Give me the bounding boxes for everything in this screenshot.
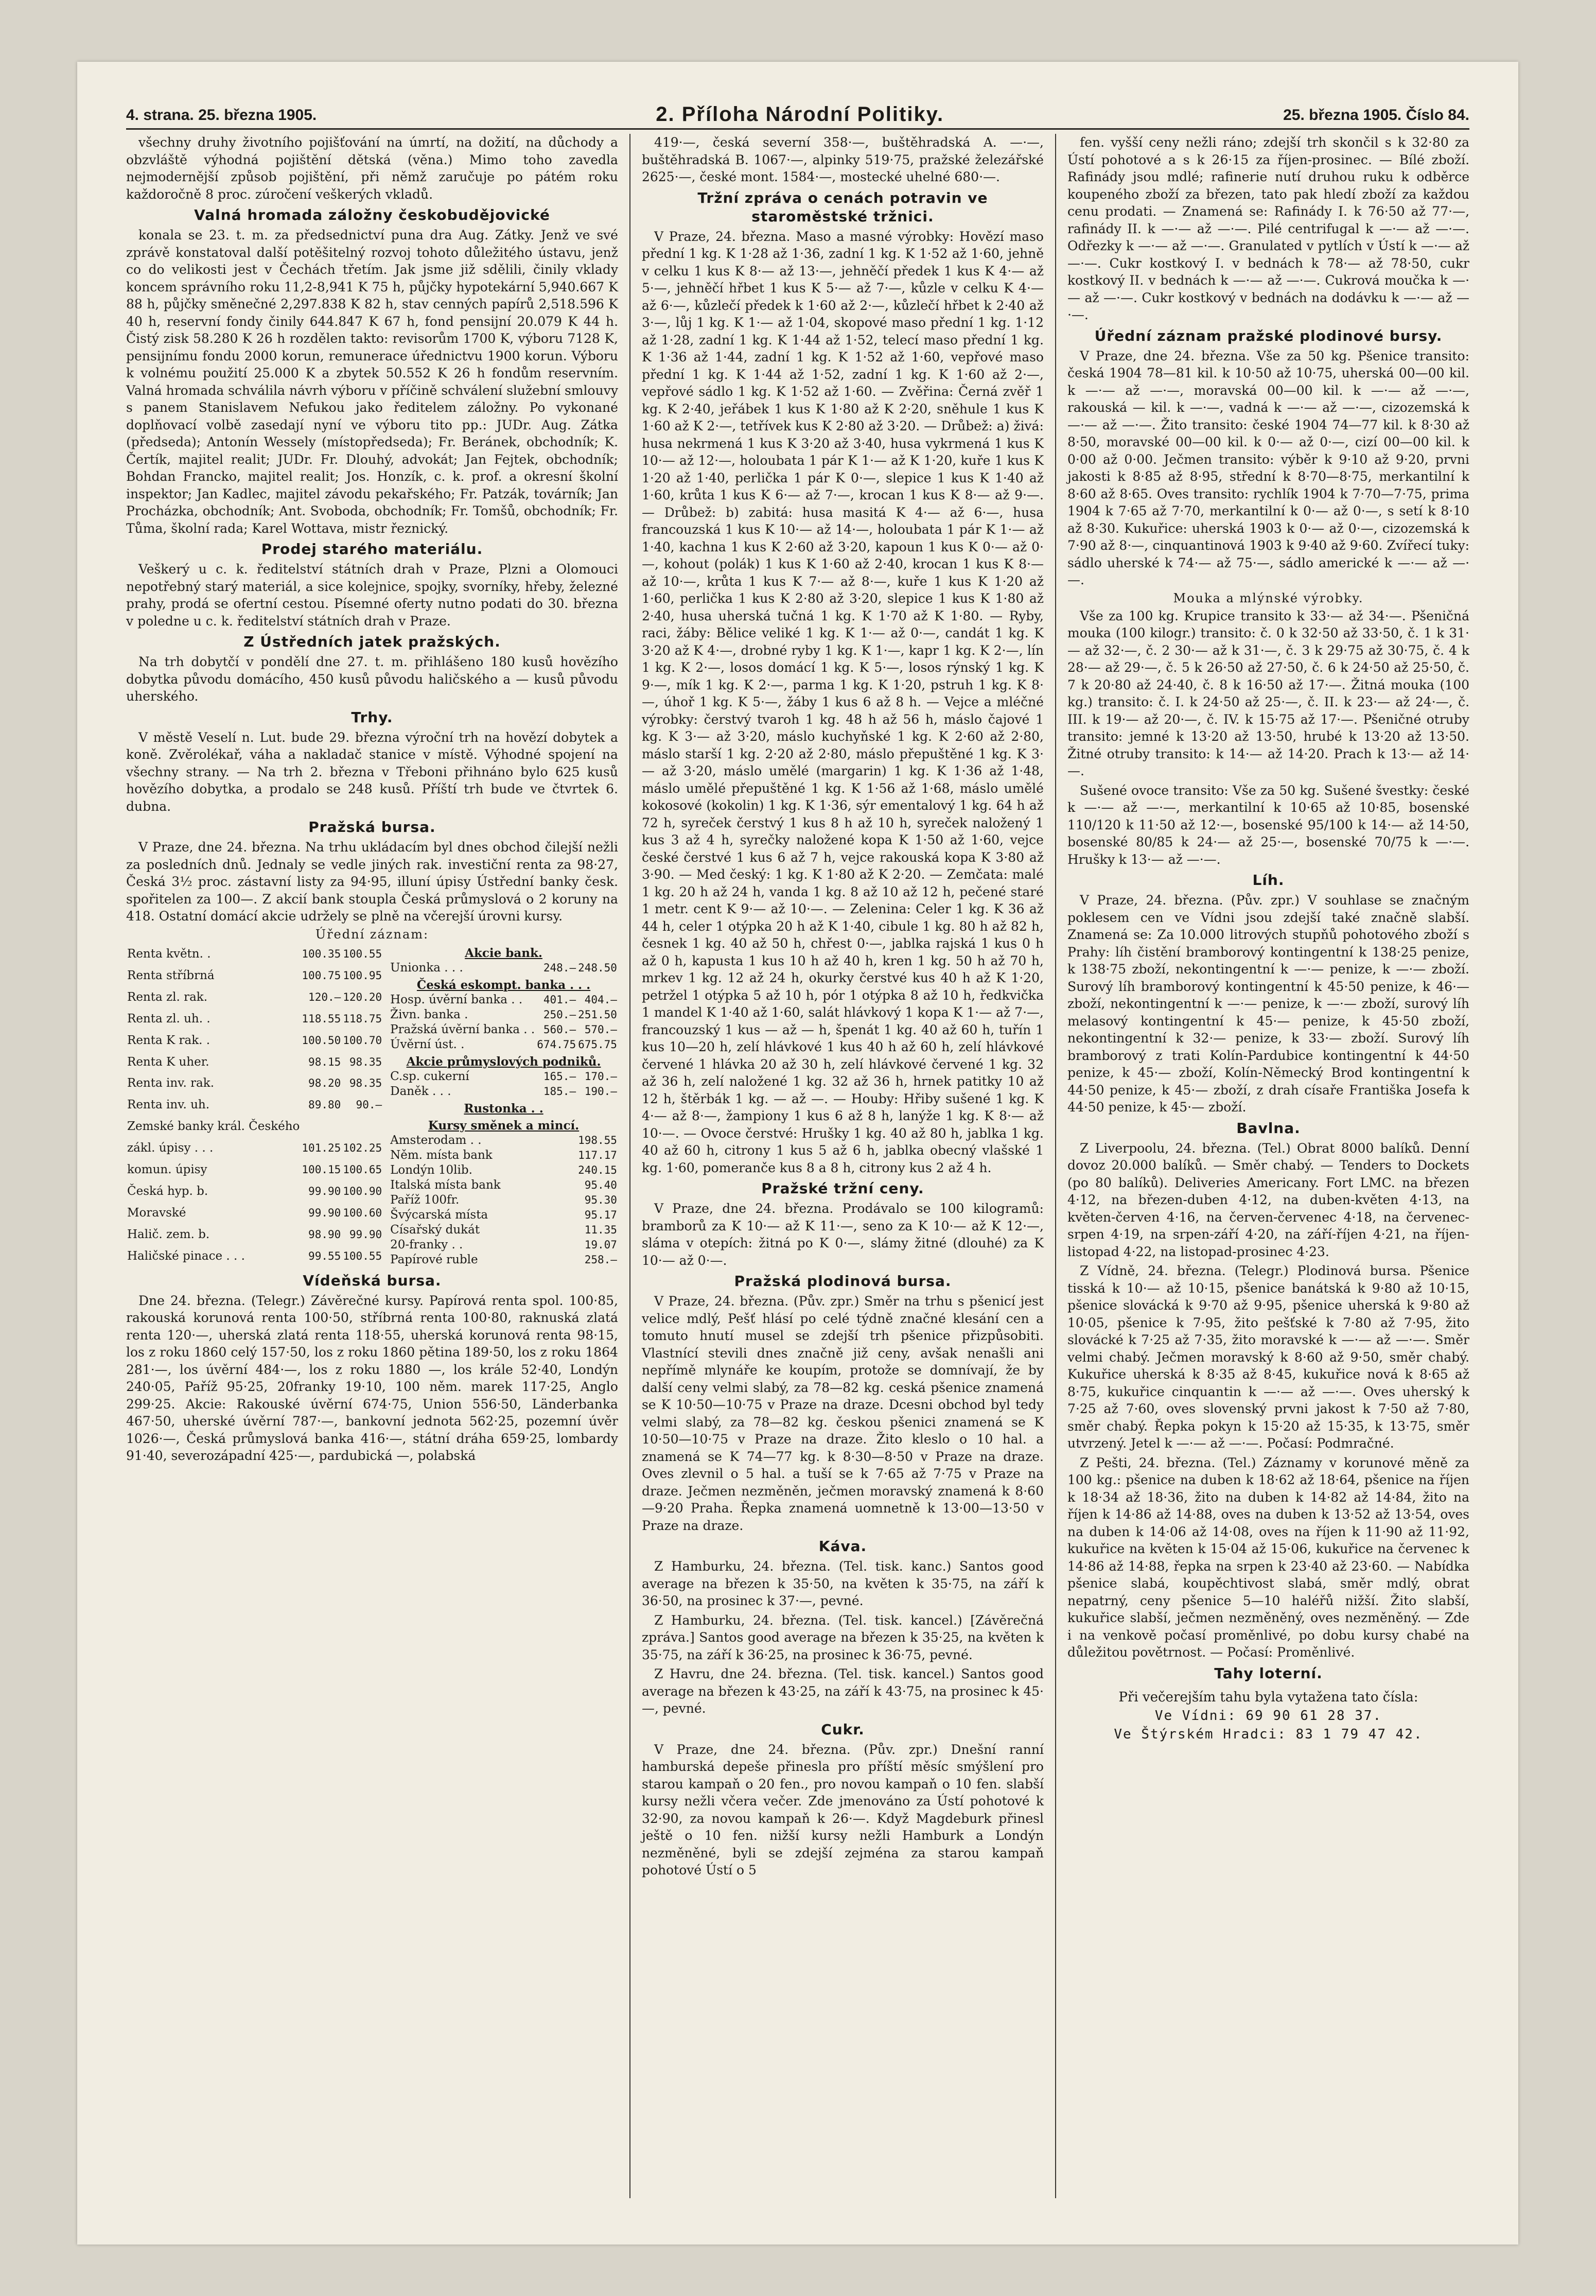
quote-label: Česká eskompt. banka . . . [416,978,591,992]
lottery-numbers: 69 90 61 28 37. [1246,1708,1382,1724]
quote-label: zákl. úpisy . . . [127,1141,214,1155]
quote-label: Akcie průmyslových podniků. [406,1054,601,1069]
article-paragraph: Sušené ovoce transito: Vše za 50 kg. Sušené švestky: české k —·— až —·—, merkantilní k 10·65 až 10·85, bosenské 110/120 k 11·50 až 12·—, bosenské 95/100 k 14·— až 14·50, bosenské 80/85 k 24·— až 25·—, bosenské 70/75 k —·—. Hrušky k 13·— až —·—. [1067,782,1470,867]
quote-value: 100.60 [343,1207,382,1220]
quote-value: 98.90 [308,1228,341,1241]
quote-row [389,961,618,976]
quote-row [126,1008,383,1030]
quote-label: Unionka . . . [390,961,463,975]
quote-value: 240.15 [578,1163,617,1176]
lottery-results [1067,1688,1469,1744]
columns [126,134,1469,2198]
quote-label: Renta K rak. . [127,1033,211,1047]
quote-row [126,944,383,965]
quote-row [389,1007,618,1022]
quotes-tables [126,944,618,1267]
article-paragraph: konala se 23. t. m. za předsednictví puna dra Aug. Zátky. Jenž ve své zprávě konstatoval další potěšitelný rozvoj tohoto důležitého ústavu, jenž co do velikosti jest v Čechách třetím. Jak jsme již sdělili, činily vklady koncem správního roku 11,2-8,941 K 75 h, půjčky hypotekární 5,940.667 K 88 h, půjčky směnečné 2,297.838 K 82 h, stav cenných papírů 2,518.596 K 40 h, reservní fondy činily 644.847 K 67 h, fond pensijní 20.079 K 44 h. Čistý zisk 58.280 K 26 h rozdělen takto: revisorům 1700 K, výboru 7128 K, pensijnímu fondu 2000 korun, remunerace úřednictvu 1900 korun. Výboru k volnému použití 25.000 K a zbytek 50.552 K 26 h fondům reservním. Valná hromada schválila návrh výboru v příčině schválení služební smlouvy s panem Stanislavem Nefukou jako ředitelem záložny. Po vykonané doplňovací volbě zasedají nyní ve výboru tito pp.: JUDr. Aug. Zátka (předseda); Antonín Wessely (místopředseda); Fr. Beránek, obchodník; K. Čertík, majitel realit; JUDr. Fr. Dlouhý, advokát; Jan Fejtek, obchodník; Bohdan Francko, majitel realit; Jos. Honzík, c. k. prof. a okresní školní inspektor; Jan Kadlec, majitel závodu pekařského; Fr. Patzák, továrník; Jan Procházka, obchodník; Ant. Svoboda, obchodník; Fr. Tomšů, obchodník; Fr. Tůma, školní rada; Karel Wottava, mistr řeznický. [126,228,618,536]
lottery-row [1067,1725,1469,1744]
quote-row [389,993,618,1007]
quote-label: C.sp. cukerní [390,1069,469,1083]
quote-row [389,1193,618,1208]
quote-value: 102.25 [343,1142,382,1155]
quote-value: 90.— [356,1099,382,1111]
lottery-row [1067,1707,1469,1725]
article-paragraph: V Praze, 24. března. (Pův. zpr.) V souhlase se značným poklesem cen ve Vídni jsou zdejší také značně slabší. Znamená se: Za 10.000 litrových stupňů pohotového zboží s Prahy: líh čistění bramborový kontingentní k 138·25 penize, k 138·75 zboží, nekontingentní k —·— penize, k —·— zboží. Surový líh bramborový kontingentní k 45·50 penize, k 46·— zboží, nekontingentní k —·— penize, k —·— zboží, surový líh melasový kontingentní k 45·— penize, k 45·50 zboží, nekontingentní k 32·— penize, k 33·— zboží. Surový líh bramborový z trati Kolín-Pardubice kontingentní k 44·50 penize, k 45·— zboží, Kolín-Německý Brod kontingentní k 44·50 penize, k 45·— zboží, z drah císaře Františka Josefa k 44·50 penize, k 45·— zboží. [1067,893,1470,1115]
quote-value: 100.50 [302,1034,341,1047]
quotes-table-left [126,944,383,1267]
lottery-place: Ve Vídni: [1154,1708,1237,1724]
quote-value: 100.70 [343,1034,382,1047]
quote-label: Švýcarská místa [390,1208,488,1222]
quote-label: komun. úpisy [127,1163,207,1177]
article-paragraph: Z Pešti, 24. března. (Tel.) Záznamy v korunové měně za 100 kg.: pšenice na duben k 18·62 až 18·64, pšenice na říjen k 18·34 až 18·36, žito na duben k 14·82 až 14·84, žito na říjen k 14·86 až 14·88, oves na duben k 13·52 až 13·54, oves na duben k 14·06 až 14·08, oves na říjen k 11·90 až 11·92, kukuřice na květen k 15·04 až 15·06, kukuřice na červenec k 14·86 až 14·88, řepka na srpen k 23·40 až 23·60. — Nabídka pšenice slabá, koupěchtivost slabá, směr mdlý, obrat nepatrný, ceny pšenice 5—10 haléřů nižší. Žito slabší, kukuřice slabší, ječmen nezměněný, oves nezměněný. — Zde i na venkově počasí proměnlivé, po dobu kursy chabé na důležitou povětrnost. — Počasí: Proměnlivé. [1067,1455,1470,1660]
quote-value: 99.90 [308,1185,341,1198]
quote-value: 100.95 [343,969,382,982]
quote-row [389,1238,618,1253]
article-paragraph: V Praze, 24. března. Maso a masné výrobky: Hovězí maso přední 1 kg. K 1·28 až 1·36, zadní 1 kg. K 1·52 až 1·60, jehně v celku 1 kus K 8·— až 13·—, jehněčí předek 1 kus K 4·— až 5·—, jehněčí hřbet 1 kus K 5·— až 7·—, kůzle v celku K 4·— až 6·—, kůzlečí předek k 1·60 až 2·—, kůzlečí hřbet k 2·40 až 3·—, lůj 1 kg. K 1·— až 1·04, skopové maso přední 1 kg. 1·12 až 1·28, zadní 1 kg. K 1·44 až 1·52, telecí maso přední 1 kg. K 1·36 až 1·44, zadní 1 kg. K 1·52 až 1·60, vepřové maso přední 1 kg. K 1·44 až 1·52, zadní 1 kg. K 1·60 až 2·—, vepřové sádlo 1 kg. K 1·52 až 1·60. — Zvěřina: Černá zvěř 1 kg. K 2·40, jeřábek 1 kus K 1·80 až K 2·20, sněhule 1 kus K 1·60 až K 2·—, tetřívek kus K 2·80 až 3·20. — Drůbež: a) živá: husa nekrmená 1 kus K 3·20 až 3·40, husa vykrmená 1 kus K 10·— až 12·—, holoubata 1 pár K 1·— až K 1·20, kuře 1 kus K 1·20 až 1·40, perlička 1 pár K 0·—, slepice 1 kus K 1·40 až 1·60, krůta 1 kus K 6·— až 7·—, krocan 1 kus K 8·— až 9·—. — Drůbež: b) zabitá: husa masitá K 4·— až 6·—, husa francouzská 1 kus K 10·— až 14·—, holoubata 1 pár K 1·— až 1·40, kachna 1 kus K 2·60 až 3·20, kapoun 1 kus K 0·— až 0·—, kohout (polák) 1 kus K 1·60 až 2·40, krocan 1 kus K 8·— až 10·—, krůta 1 kus K 7·— až 8·—, kuře 1 kus K 1·20 až 1·60, perlička 1 kus K 2·80 až 3·20, slepice 1 kus K 1·80 až 2·40, husa uherská tučná 1 kg. K 1·70 až K 1·80. — Ryby, raci, žáby: Bělice veliké 1 kg. K 1·— až 0·—, candát 1 kg. K 3·20 až K 4·—, drobné ryby 1 kg. K 1·—, kapr 1 kg. K 2·—, lín 1 kg. K 2·—, losos domácí 1 kg. K 5·—, losos rýnský 1 kg. K 9·—, mík 1 kg. K 2·—, parma 1 kg. K 1·20, pstruh 1 kg. K 8·—, úhoř 1 kg. K 5·—, žáby 1 kus 6 až 8 h. — Vejce a mléčné výrobky: čerstvý tvaroh 1 kg. 48 h až 56 h, máslo čajové 1 kg. K 3·— až 3·20, máslo kuchyňské 1 kg. K 2·60 až 2·80, máslo starší 1 kg. 2·20 až 2·80, máslo přepuštěné 1 kg. K 3·— až 3·20, máslo umělé (margarin) 1 kg. K 1·36 až 1·48, máslo umělé přepuštěné 1 kg. K 1·56 až 1·68, máslo umělé kokosové (kokolin) 1 kg. K 1·36, sýr ementalový 1 kg. 64 h až 72 h, syreček čerstvý 1 kus 8 h až 10 h, syreček naložený 1 kus 3 až 4 h, syrečky naložené kopa K 1·50 až 1·60, vejce české čerstvé 1 kus 6 až 7 h, vejce rakouská kopa K 3·80 až 3·90. — Med český: 1 kg. K 1·80 až K 2·20. — Zemčata: malé 1 kg. 20 h až 24 h, vanda 1 kg. 8 až 10 až 12 h, pečené staré 1 metr. cent K 9·— až 10·—. — Zelenina: Celer 1 kg. K 36 až 44 h, celer 1 otýpka 20 h až K 1·40, cibule 1 kg. 80 h až 82 h, česnek 1 kg. 40 až 50 h, chřest 0·—, jablka rajská 1 kus 0 h až 0 h, kapusta 1 kus 10 h až 40 h, kren 1 kg. 50 h až 70 h, mrkev 1 kg. 12 až 24 h, okurky čerstvé kus 40 h až K 1·20, petržel 1 otýpka 5 až 10 h, pór 1 otýpka 8 až 10 h, ředkvička 1 mandel K 1·40 až 1·60, salát hlávkový 1 kopa K 1·— až 7·—, francouzský 1 kus — až — h, špenát 1 kg. 40 až 60 h, tuřín 1 kus 10—20 h, zelí hlávkové 1 kus 40 h až 60 h, zelí hlávkové červené 1 hlávka 20 až 30 h, zelí hlávkové červené 1 kg. 32 až 36 h, zelí naložené 1 kg. 32 až 36 h, hrnek patitky 10 až 12 h, štěrbák 1 kg. — až —. — Houby: Hřiby sušené 1 kg. K 4·— až 8·—, žampiony 1 kus 6 až 8 h, lanýže 1 kg. K 8·— až 10·—. — Ovoce čerstvé: Hrušky 1 kg. 40 až 80 h, jablka 1 kg. 40 až 60 h, citrony 1 kus 5 až 6 h, jablka obecný vlašské 1 kg. 1·60, pomeranče kus 8 a 8 h, citrony kus 2 až 4 h. [641,229,1044,1175]
article-paragraph: 419·—, česká severní 358·—, buštěhradská A. —·—, buštěhradská B. 1067·—, alpinky 519·75, pražské železářské 2625·—, české mont. 1584·—, mostecké uhelné 680·—. [641,135,1044,184]
quote-value: 560.— [543,1023,576,1036]
quote-value [536,1238,577,1253]
quote-value: 185.— [543,1085,576,1098]
quote-value: 99.90 [308,1207,341,1220]
quote-label: Akcie bank. [465,946,542,960]
quote-value: 117.17 [578,1149,617,1161]
quote-value: 258.— [584,1253,617,1266]
quote-value: 95.40 [584,1178,617,1191]
quote-row [389,944,618,961]
quote-row [126,1138,383,1159]
quote-row [389,976,618,993]
quote-label: Renta K uher. [127,1055,209,1069]
quote-value: 100.90 [343,1185,382,1198]
quote-row [389,1178,618,1193]
quote-value: 251.50 [578,1008,617,1021]
quote-value [342,1116,383,1138]
quote-value: 100.55 [343,1249,382,1262]
quote-value: 248.— [543,961,576,974]
quote-row [389,1084,618,1099]
column-1 [126,134,629,2198]
quote-value: 99.55 [308,1249,341,1262]
lottery-intro: Při večerejším tahu byla vytažena tato čísla: [1118,1689,1418,1705]
quote-value: 190.— [584,1085,617,1098]
quote-value: 100.75 [302,969,341,982]
quote-value: 98.20 [308,1077,341,1090]
quote-label: Hosp. úvěrní banka . . [390,993,523,1006]
article-heading: Líh. [1252,872,1285,889]
article-paragraph: V Praze, dne 24. března. Vše za 50 kg. Pšenice transito: česká 1904 78—81 kil. k 10·50 až 10·75, uherská 00—00 kil. k —·— až —·—, moravská 00—00 kil. k —·— až —·—, rakouská — kil. k —·—, vadná k —·— až —·—, cizozemská k —·— až —·—. Žito transito: české 1904 74—77 kil. k 8·30 až 8·50, moravské 00—00 kil. k 0·— až 0·—, cizí 00—00 kil. k 0·00 až 0·00. Ječmen transito: výběr k 9·10 až 9·20, prvni jakosti k 8·85 až 8·95, střední k 8·70—8·75, merkantilní k 8·60 až 8·65. Oves transito: rychlík 1904 k 7·70—7·75, prima 1904 k 7·65 až 7·70, merkantilní k 0·— až 0·—, s setí k 8·10 až 8·30. Kukuřice: uherská 1903 k 0·— až 0·—, cizozemská k 7·90 až 8·—, cinquantinová 1903 k 9·40 až 9·60. Zvířecí tuky: sádlo uherské k 74·— až 75·—, sádlo americké k —·— až —·—. [1067,348,1470,587]
quote-value: 674.75 [537,1038,576,1051]
quote-label: Rustonka . . [464,1101,543,1116]
quote-value: 100.65 [343,1163,382,1176]
article-paragraph: Z Hamburku, 24. března. (Tel. tisk. kanc.) Santos good average na březen k 35·50, na květen k 35·75, na září k 36·50, na prosinec k 37·—, pevné. [641,1559,1044,1608]
quote-value [536,1178,577,1193]
quote-label: Haličské pinace . . . [127,1249,245,1263]
quote-row [126,1073,383,1094]
article-heading: Úřední záznam pražské plodinové bursy. [1094,327,1443,344]
article-paragraph: V Praze, dne 24. března. Na trhu ukládacím byl dnes obchod čilejší nežli za posledních dnů. Jednaly se vedle jiných rak. investiční renta za 98·27, Česká 3½ proc. zástavní listy za 94·95, illuní úpisy Ústřední banky česk. spořitelen za 100—. Z akcií bank stoupla Česká průmyslová o 2 koruny na 418. Ostatní domácí akcie udržely se plně na včerejší úrovni kursy. [126,840,618,924]
quote-row [126,1159,383,1181]
quote-row [389,1037,618,1052]
article-paragraph: Z Havru, dne 24. března. (Tel. tisk. kancel.) Santos good average na březen k 43·25, na září k 43·75, na prosinec k 45·—, pevné. [641,1666,1044,1716]
quote-value: 570.— [584,1023,617,1036]
quote-label: Halič. zem. b. [127,1227,210,1241]
article-heading: Pražská bursa. [308,819,436,836]
quote-label: Pražská úvěrní banka . . [390,1022,535,1036]
quote-value [536,1223,577,1238]
quote-value [536,1208,577,1223]
quote-value: 11.35 [584,1223,617,1236]
page-header [126,95,1469,130]
quote-row [389,1099,618,1116]
column-2 [629,134,1055,2198]
quote-value: 120.20 [343,990,382,1003]
quote-value: 95.30 [584,1193,617,1206]
quote-label: Amsterodam . . [390,1133,482,1147]
masthead-title: 2. Příloha Národní Politiky. [656,103,944,126]
quote-row [126,1224,383,1245]
quote-value [536,1163,577,1178]
quote-label: Česká hyp. b. [127,1185,208,1198]
article-paragraph: V městě Veselí n. Lut. bude 29. března výroční trh na hovězí dobytek a koně. Zvěrolékař, váha a nakladač stanice v místě. Výhodné spojení na všechny strany. — Na trh 2. března v Třeboni přihnáno bylo 625 kusů hovězího dobytka, a prodalo se 248 kusů. Příští trh bude ve čtvrtek 6. dubna. [126,729,618,814]
quote-value: 198.55 [578,1134,617,1146]
article-heading: Z Ústředních jatek pražských. [243,633,501,650]
quote-row [389,1069,618,1084]
article-heading: Pražské tržní ceny. [761,1180,924,1197]
quote-row [389,1133,618,1148]
quote-label: Renta zl. uh. . [127,1012,211,1025]
quote-value: 170.— [584,1070,617,1083]
article-paragraph: všechny druhy životního pojišťování na úmrtí, na dožití, na důchody a obzvláště výhodná pojištění dětská (věna.) Mimo toho zavedla nejmodernější způsob pojištění, při němž zaručuje po pátém roku každoročně 8 proc. zúročení veškerých vkladů. [126,135,618,202]
quote-value: 675.75 [578,1038,617,1051]
quote-row [389,1253,618,1267]
quote-label: 20-franky . . [390,1238,463,1251]
quote-value: 95.17 [584,1208,617,1221]
quote-value: 101.25 [302,1142,341,1155]
quotes-table-right [389,944,618,1267]
quote-row [126,1245,383,1267]
article-paragraph: Na trh dobytčí v pondělí dne 27. t. m. přihlášeno 180 kusů hovězího dobytka původu domácího, 450 kusů původu haličského a — kusů původu uherského. [126,654,618,704]
lottery-place: Ve Štýrském Hradci: [1114,1726,1287,1742]
quote-label: Italská místa bank [390,1178,501,1192]
quote-value: 118.55 [302,1012,341,1025]
quote-value [536,1148,577,1163]
quote-value: 98.35 [349,1077,382,1090]
quote-row [126,1051,383,1073]
lottery-numbers: 83 1 79 47 42. [1295,1726,1423,1742]
quote-value: 401.— [543,993,576,1006]
quote-label: Živn. banka . [390,1007,468,1021]
article-heading: Káva. [818,1538,867,1555]
quote-label: Moravské [127,1206,186,1220]
quote-label: Renta inv. rak. [127,1076,215,1090]
quote-row [126,1203,383,1224]
quote-value: 165.— [543,1070,576,1083]
quote-label: Úvěrní úst. . [390,1037,465,1051]
quote-row [389,1022,618,1037]
article-paragraph: V Praze, dne 24. března. Prodávalo se 100 kilogramů: bramborů za K 10·— až K 11·—, seno za K 10·— až K 12·—, sláma v otepích: žitná po K 0·—, slámy žitné (dlouhé) za K 10·— až 0·—. [641,1201,1044,1268]
quote-label: Londýn 10lib. [390,1163,472,1177]
quote-row [389,1208,618,1223]
quote-label: Renta stříbrná [127,968,215,982]
quote-row [126,965,383,986]
quote-label: Papírové ruble [390,1253,478,1266]
newspaper-page [77,62,1518,2245]
article-paragraph: Veškerý u c. k. ředitelství státních drah v Praze, Plzni a Olomouci nepotřebný starý materiál, a sice kolejnice, spojky, svorníky, hřeby, železné prahy, prodá se ofertní cestou. Písemné oferty nutno podati do 30. března v poledne u c. k. ředitelství státních drah v Praze. [126,562,618,629]
article-heading: Cukr. [821,1720,865,1738]
article-heading: Valná hromada záložny českobudějovické [194,206,550,223]
quote-label: Renta zl. rak. [127,990,208,1004]
quote-value [536,1193,577,1208]
article-heading: Tržní zpráva o cenách potravin ve staroměstské tržnici. [697,189,988,225]
quote-value [301,1116,342,1138]
quote-value [536,1133,577,1148]
quote-row [389,1052,618,1069]
quote-value: 100.15 [302,1163,341,1176]
header-date-right: 25. března 1905. Číslo 84. [1283,107,1469,124]
quote-row [389,1148,618,1163]
quote-value: 248.50 [578,961,617,974]
quote-label: Renta květn. . [127,947,211,961]
quote-value: 120.— [308,990,341,1003]
quote-row [389,1116,618,1133]
quote-value: 98.15 [308,1055,341,1068]
quote-label: Zemské banky král. Českého [127,1120,300,1134]
article-heading: Bavlna. [1236,1119,1301,1137]
header-date-left: 4. strana. 25. března 1905. [126,107,317,124]
column-3 [1055,134,1469,2198]
article-paragraph: Z Liverpoolu, 24. března. (Tel.) Obrat 8000 balíků. Denní dovoz 20.000 balíků. — Směr chabý. — Tenders to Dockets (po 80 balíků). Deliveries Americany. Fort LMC. na březen 4·12, na březen-duben 4·12, na duben-květen 4·13, na květen-červen 4·16, na červen-červenec 4·18, na červenec-srpen 4·19, na srpen-září 4·20, na září-říjen 4·21, na říjen-listopad 4·22, na listopad-prosinec 4·23. [1067,1140,1470,1259]
quote-label: Daněk . . . [390,1084,451,1098]
quote-row [389,1163,618,1178]
quote-value [536,1253,577,1267]
quote-row [126,1181,383,1203]
quote-value: 99.90 [349,1228,382,1241]
article-paragraph: Vše za 100 kg. Krupice transito k 33·— až 34·—. Pšeničná mouka (100 kilogr.) transito: č. 0 k 32·50 až 33·50, č. 1 k 31·— až 32·—, č. 2 30·— až k 31·—, č. 3 k 29·75 až 30·75, č. 4 k 28·— až 29·—, č. 5 k 26·50 až 27·50, č. 6 k 24·50 až 25·50, č. 7 k 20·80 až 24·40, č. 8 k 16·50 až 17·—. Žitná mouka (100 kg.) transito: č. I. k 24·50 až 25·—, č. II. k 23·— až 24·—, č. III. k 19·— až 20·—, č. IV. k 15·75 až 17·—. Pšeničné otruby transito: jemné k 13·20 až 13·50, hrubé k 13·20 až 13·50. Žitné otruby transito: k 14·— až 14·20. Prach k 13·— až 14·—. [1067,608,1470,778]
quote-row [126,986,383,1008]
article-paragraph: Z Vídně, 24. března. (Telegr.) Plodinová bursa. Pšenice tisská k 10·— až 10·15, pšenice banátská k 9·80 až 10·15, pšenice slovácká k 9·70 až 9·95, pšenice uherská k 9·80 až 10·05, pšenice k 7·95, žito pešťské k 7·80 až 7·95, žito slovácké k 7·25 až 7·35, žito moravské k —·— až —·—. Směr velmi chabý. Ječmen moravský k 8·60 až 9·50, směr chabý. Kukuřice uherská k 8·35 až 8·45, kukuřice nová k 8·65 až 8·75, kukuřice cinquantin k —·— až —·—. Oves uherský k 7·25 až 7·60, oves slovenský prvni jakost k 7·50 až 7·80, směr chabý. Řepka pokyn k 15·20 až 15·35, k 13·75, směr utvrzený. Jetel k —·— až —·—. Počasí: Podmračné. [1067,1263,1470,1451]
article-heading: Trhy. [351,708,393,726]
quote-value: 19.07 [584,1238,617,1251]
quote-label: Paříž 100fr. [390,1193,460,1207]
article-paragraph: V Praze, 24. března. (Pův. zpr.) Směr na trhu s pšenicí jest velice mdlý, Pešť hlásí po celé týdně značné klesání cen a tomuto hnutí musel se zdejší trh pšenice přizpůsobiti. Vlastnící stevili dnes značně již ceny, avšak nenašli ani nepřímě mlynáře ke koupím, protože se domnívají, že by další ceny velmi slabý, za 78—82 kg. ceská pšenice znamená se K 10·50—10·75 v Praze na draze. Dcesni obchod byl tedy velmi slabý, za 78—82 kg. českou pšenici znamená se K 10·50—10·75 v Praze na draze. Žito kleslo o 10 hal. a znamená se K 74—77 kg. k 8·30—8·50 v Praze na draze. Oves zlevnil o 5 hal. a tuší se k 7·65 až 7·75 v Praze na draze. Ječmen nezměněn, ječmen moravský znamená k 8·60—9·20 Praha. Řepka znamená uomnetně k 13·00—13·50 v Praze na draze. [641,1294,1044,1533]
article-paragraph: Dne 24. března. (Telegr.) Závěrečné kursy. Papírová renta spol. 100·85, rakouská korunová renta 100·50, stříbrná renta 100·80, raknuská zlatá renta 120·—, uherská zlatá renta 118·55, uherská korunová renta 98·15, los z roku 1860 celý 157·50, los z roku 1860 pětina 189·50, los z roku 1864 281·—, los úvěrní 484·—, los z roku 1880 —, los krále 52·40, Londýn 240·05, Paříž 95·25, 20franky 19·10, 100 něm. marek 117·25, Anglo 299·25. Akcie: Rakouské úvěrní 674·75, Union 556·50, Länderbanka 467·50, uherské úvěrní 787·—, bankovní jednota 562·25, pozemní úvěr 1026·—, Česká průmyslová banka 416·—, státní dráha 659·25, lombardy 91·40, severozápadní 425·—, pardubická —, polabská [126,1293,618,1463]
quote-value: 89.80 [308,1099,341,1111]
quote-row [389,1223,618,1238]
quote-label: Císařský dukát [390,1223,480,1237]
article-paragraph: V Praze, dne 24. března. (Pův. zpr.) Dnešní ranní hamburská depeše přinesla pro příští měsíc smýšlení pro starou kampaň o 20 fen., pro novou kampaň o 10 fen. slabší kursy nežli včera večer. Zde jmenováno za Ústí pohotové k 32·90, za novou kampaň k 26·—. Když Magdeburk přinesl ještě o 10 fen. nižší kursy nežli Hamburk a Londýn nezměněné, byli se zdejší zejména za starou kampaň pohotové Ústí o 5 [641,1742,1044,1877]
quotes-title: Úřední záznam: [315,927,429,942]
quote-value: 100.55 [343,947,382,960]
article-heading: Pražská plodinová bursa. [734,1273,952,1290]
article-heading: Tahy loterní. [1214,1664,1323,1682]
article-paragraph: Z Hamburku, 24. března. (Tel. tisk. kancel.) [Závěrečná zpráva.] Santos good average na březen k 35·25, na květen k 35·75, na září k 36·25, na prosinec k 36·75, pevné. [641,1612,1044,1662]
quote-label: Renta inv. uh. [127,1098,210,1112]
quote-value: 118.75 [343,1012,382,1025]
quote-value: 404.— [584,993,617,1006]
quote-row [126,1116,383,1138]
quote-value: 98.35 [349,1055,382,1068]
section-subheading: Mouka a mlýnské výrobky. [1173,590,1364,605]
article-heading: Prodej starého materiálu. [261,541,483,558]
article-paragraph: fen. vyšší ceny nežli ráno; zdejší trh skončil s k 32·80 za Ústí pohotové a s k 26·15 za říjen-prosinec. — Bílé zboží. Rafinády jsou mdlé; rafinerie nutí druhou ruku k odběrce koupeného zboží za březen, tato pak hledí zboží za každou cenu prodati. — Znamená se: Rafinády I. k 76·50 až 77·—, rafinády II. k —·— až —·—. Pilé centrifugal k —·— až —·—. Odřezky k —·— až —·—. Granulated v pytlích v Ústí k —·— až —·—. Cukr kostkový I. v bednách k 78·— až 78·50, cukr kostkový II. v bednách k —·— až —·—. Cukrová moučka k —·— až —·—. Cukr kostkový v bednách na dodávku k —·— až —·—. [1067,135,1470,322]
article-heading: Vídeňská bursa. [303,1272,442,1289]
quote-value: 100.35 [302,947,341,960]
quote-value: 250.— [543,1008,576,1021]
quote-label: Něm. místa bank [390,1148,493,1162]
quote-label: Kursy směnek a mincí. [428,1118,580,1133]
quote-row [126,1094,383,1116]
quote-row [126,1030,383,1051]
